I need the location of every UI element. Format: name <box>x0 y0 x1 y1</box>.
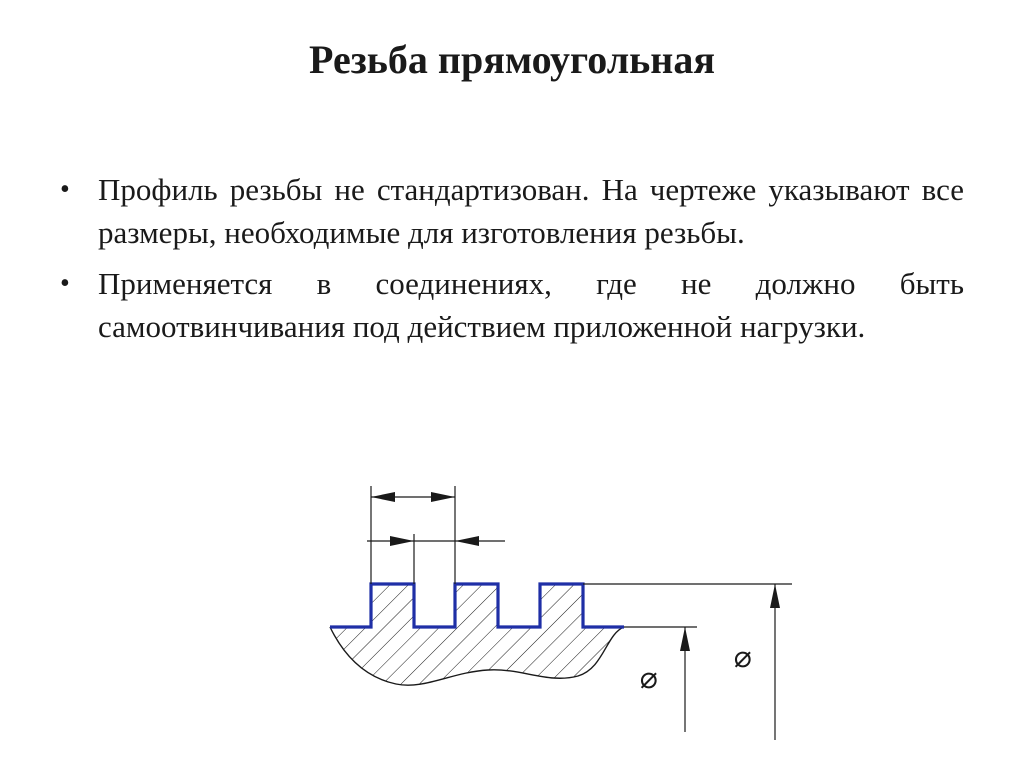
bullet-marker: • <box>60 174 70 205</box>
inner-diameter-symbol-icon: ⌀ <box>638 661 658 696</box>
hatched-section <box>320 575 640 700</box>
extension-lines <box>371 486 455 584</box>
pitch-dimension <box>371 492 455 502</box>
diameter-extension-lines <box>583 584 792 627</box>
bullet-marker: • <box>60 268 70 299</box>
outer-diameter-dimension <box>770 584 780 740</box>
tooth-width-dimension <box>367 536 505 546</box>
inner-diameter-dimension <box>680 627 690 732</box>
slide-title: Резьба прямоугольная <box>309 37 715 82</box>
outer-diameter-symbol-icon: ⌀ <box>732 640 752 675</box>
bullet-text: Профиль резьбы не стандартизован. На чертеже указывают все размеры, необходимые для изготовления резьбы. <box>98 172 964 250</box>
bullet-text: Применяется в соединениях, где не должно быть самоотвинчивания под действием приложенной нагрузки. <box>98 266 964 344</box>
